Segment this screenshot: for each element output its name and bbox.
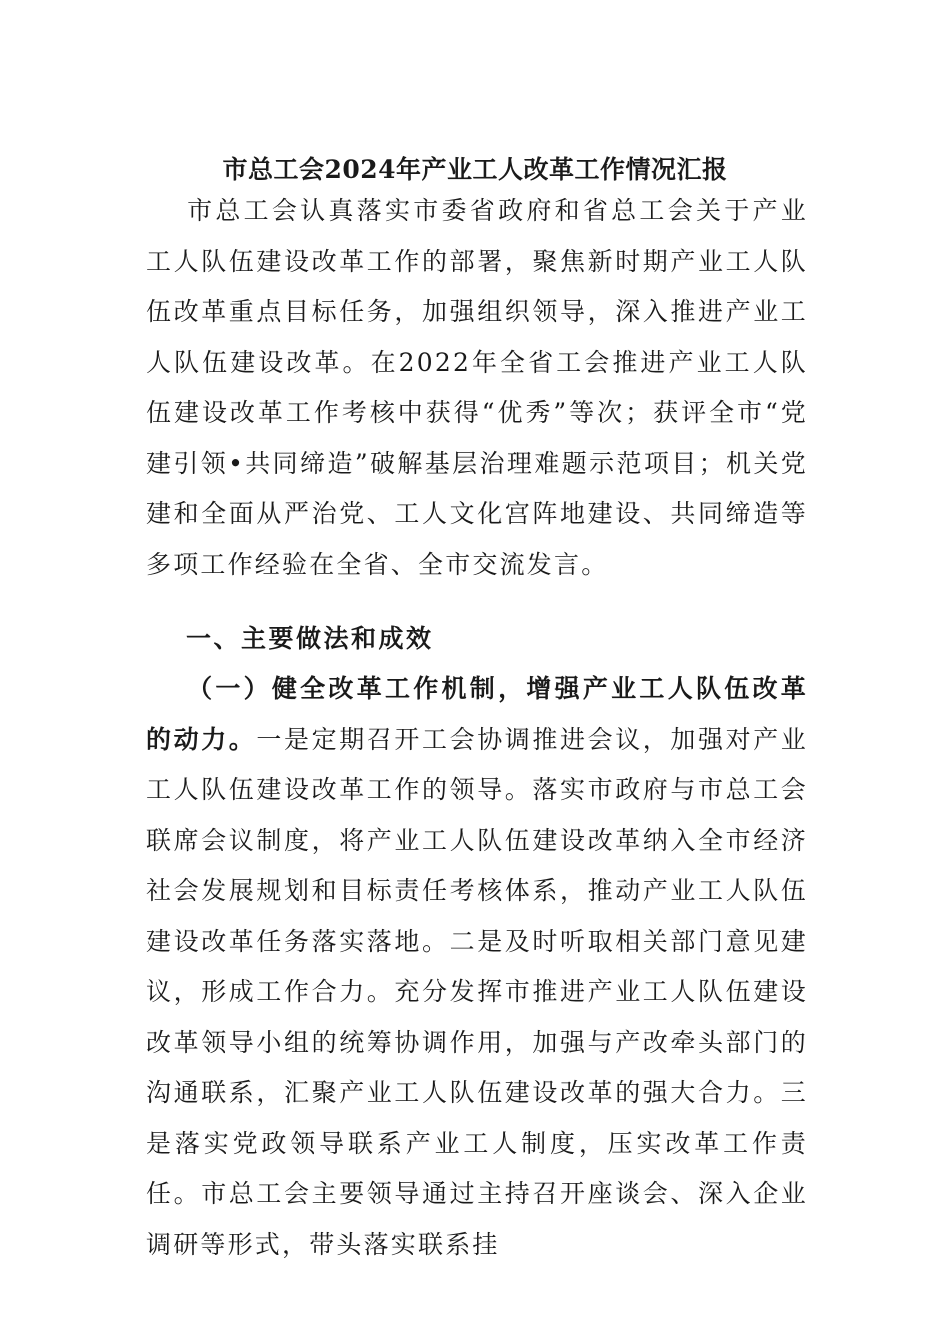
document-title: 市总工会2024年产业工人改革工作情况汇报 [222, 155, 728, 184]
subsection-paragraph-1 [146, 664, 808, 1270]
intro-paragraph [146, 186, 808, 590]
intro-paragraph-text: 市总工会认真落实市委省政府和省总工会关于产业工人队伍建设改革工作的部署，聚焦新时期产业工人队伍改革重点目标任务，加强组织领导，深入推进产业工人队伍建设改革。在2022年全省工会推进产业工人队伍建设改革工作考核中获得“优秀”等次；获评全市“党建引领•共同缔造”破解基层治理难题示范项目；机关党建和全面从严治党、工人文化宫阵地建设、共同缔造等多项工作经验在全省、全市交流发言。 [146, 196, 808, 579]
subsection-heading-1: （一）健全改革工作机制，增强产业工人队伍改革的动力。 [146, 674, 808, 754]
section-heading-1: 一、主要做法和成效 [186, 624, 434, 653]
subsection-body-1: 一是定期召开工会协调推进会议，加强对产业工人队伍建设改革工作的领导。落实市政府与市总工会联席会议制度，将产业工人队伍建设改革纳入全市经济社会发展规划和目标责任考核体系，推动产业工人队伍建设改革任务落实落地。二是及时听取相关部门意见建议，形成工作合力。充分发挥市推进产业工人队伍建设改革领导小组的统筹协调作用，加强与产改牵头部门的沟通联系，汇聚产业工人队伍建设改革的强大合力。三是落实党政领导联系产业工人制度，压实改革工作责任。市总工会主要领导通过主持召开座谈会、深入企业调研等形式，带头落实联系挂 [146, 724, 808, 1259]
